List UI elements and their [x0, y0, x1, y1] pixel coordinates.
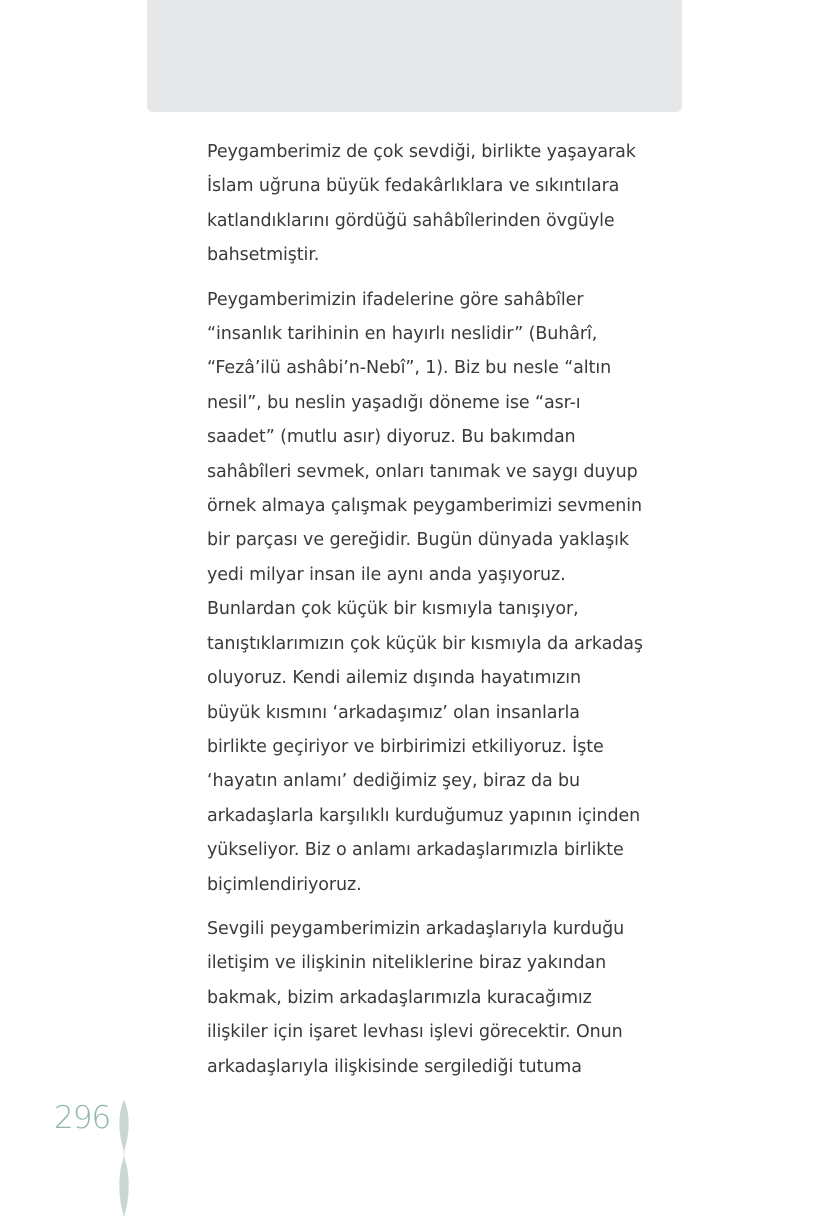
text-line: Sevgili peygamberimizin arkadaşlarıyla kurduğu [207, 918, 625, 939]
text-line: iletişim ve ilişkinin niteliklerine biraz yakından [207, 953, 607, 974]
paragraph-1 [207, 135, 637, 273]
text-line: “Fezâ’ilü ashâbi’n-Nebî”, 1). Biz bu nesle “altın [207, 358, 612, 379]
text-line: tanıştıklarımızın çok küçük bir kısmıyla da arkadaş [207, 633, 643, 654]
text-line: sahâbîleri sevmek, onları tanımak ve saygı duyup [207, 461, 638, 482]
text-line: birlikte geçiriyor ve birbirimizi etkiliyoruz. İşte [207, 736, 604, 757]
text-line: Peygamberimiz de çok sevdiği, birlikte yaşayarak [207, 142, 636, 162]
page-ornament-icon [114, 1100, 134, 1217]
text-line: bahsetmiştir. [207, 245, 320, 266]
text-line: katlandıklarını gördüğü sahâbîlerinden övgüyle [207, 210, 615, 231]
text-line: ‘hayatın anlamı’ dediğimiz şey, biraz da bu [207, 771, 581, 792]
text-line: İslam uğruna büyük fedakârlıklara ve sıkıntılara [207, 176, 620, 197]
text-line: “insanlık tarihinin en hayırlı neslidir” (Buhârî, [207, 324, 598, 345]
text-line: nesil”, bu neslin yaşadığı döneme ise “asr-ı [207, 392, 581, 413]
text-line: arkadaşlarla karşılıklı kurduğumuz yapının içinden [207, 805, 641, 826]
text-line: ilişkiler için işaret levhası işlevi görecektir. Onun [207, 1022, 623, 1043]
text-line: oluyoruz. Kendi ailemiz dışında hayatımızın [207, 668, 581, 689]
paragraph-3 [207, 912, 637, 1084]
body-text [207, 135, 643, 1094]
text-line: arkadaşlarıyla ilişkisinde sergilediği tutuma [207, 1056, 582, 1077]
header-banner [147, 0, 682, 112]
text-line: bir parçası ve gereğidir. Bugün dünyada yaklaşık [207, 530, 629, 551]
text-line: bakmak, bizim arkadaşlarımızla kuracağımız [207, 987, 592, 1008]
text-line: biçimlendiriyoruz. [207, 874, 362, 895]
text-line: yedi milyar insan ile aynı anda yaşıyoruz. [207, 564, 566, 585]
text-line: büyük kısmını ‘arkadaşımız’ olan insanlarla [207, 702, 580, 723]
text-line: Peygamberimizin ifadelerine göre sahâbîler [207, 289, 584, 310]
page-number: 296 [54, 1100, 111, 1136]
paragraph-2 [207, 283, 643, 902]
text-line: örnek almaya çalışmak peygamberimizi sevmenin [207, 496, 642, 517]
text-line: saadet” (mutlu asır) diyoruz. Bu bakımdan [207, 427, 576, 448]
text-line: yükseliyor. Biz o anlamı arkadaşlarımızla birlikte [207, 840, 624, 861]
text-line: Bunlardan çok küçük bir kısmıyla tanışıyor, [207, 599, 579, 620]
